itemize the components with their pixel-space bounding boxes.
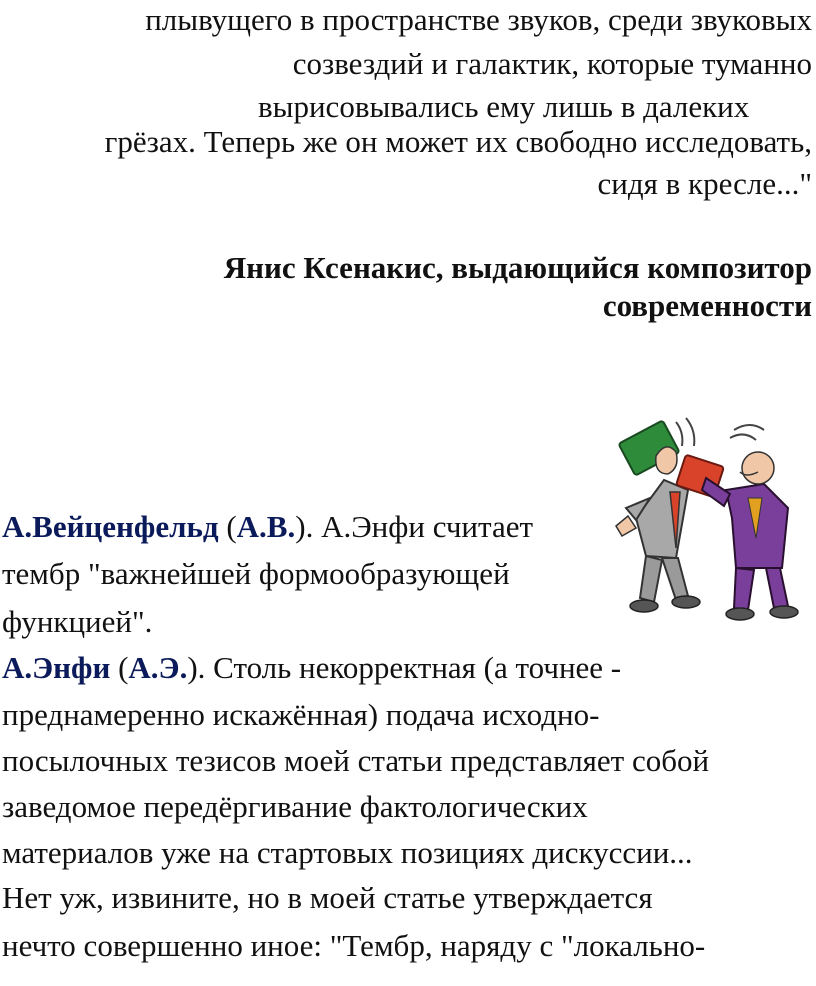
speaker1-name: А.Вейценфельд [2, 509, 219, 544]
speaker2-abbr: А.Э. [128, 650, 188, 685]
speaker2-line-2: преднамеренно искажённая) подача исходно- [2, 697, 600, 732]
quote-attribution: Янис Ксенакис, выдающийся композитор [223, 250, 812, 285]
quote-line-3: вырисовывались ему лишь в далеких [258, 89, 750, 124]
quote-line-5: сидя в кресле..." [597, 166, 812, 201]
speaker1-abbr: А.В. [236, 509, 296, 544]
speaker2-line-6: Нет уж, извините, но в моей статье утверждается [2, 880, 653, 915]
speaker1-text: А.Энфи считает [313, 509, 534, 544]
speaker2-line-4: заведомое передёргивание фактологических [2, 789, 588, 824]
speaker2-line-7: нечто совершенно иное: "Тембр, наряду с "локально- [2, 928, 706, 963]
quote-line-4: грёзах. Теперь же он может их свободно исследовать, [104, 124, 812, 159]
speaker2-text: Столь некорректная (а точнее - [205, 650, 622, 685]
quote-line-2: созвездий и галактик, которые туманно [292, 46, 812, 81]
speaker2-name: А.Энфи [2, 650, 111, 685]
speaker2-line-5: материалов уже на стартовых позициях дискуссии... [2, 835, 693, 870]
quote-attribution-continued: современности [602, 288, 812, 323]
speaker1-line-2: тембр "важнейшей формообразующей [2, 556, 510, 591]
arguing-men-illustration [606, 408, 812, 626]
quote-line-1: плывущего в пространстве звуков, среди звуковых [145, 2, 812, 37]
speaker1-line-1: А.Вейценфельд (А.В.). А.Энфи считает [2, 509, 534, 544]
speaker2-line-3: посылочных тезисов моей статьи представляет собой [2, 743, 710, 778]
speaker2-line-1: А.Энфи (А.Э.). Столь некорректная (а точнее - [2, 650, 622, 685]
grey-man-figure [616, 420, 700, 612]
speaker1-line-3: функцией". [2, 604, 153, 639]
